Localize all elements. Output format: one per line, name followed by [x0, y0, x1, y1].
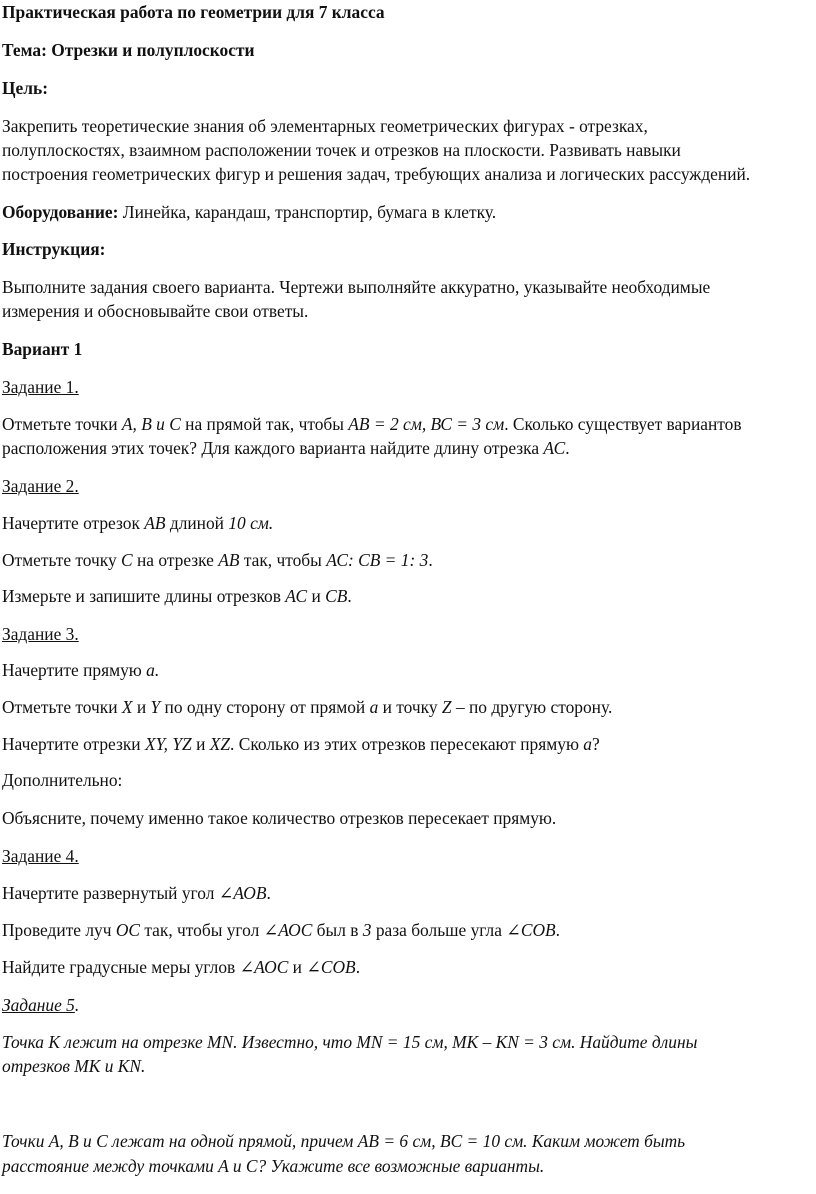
text-run: . [347, 586, 352, 606]
variant-heading: Вариант 1 [2, 339, 83, 359]
goal-text-line: полуплоскостях, взаимном расположении точек и отрезков на плоскости. Развивать навыки [2, 140, 681, 160]
text-run: 3 [362, 920, 372, 940]
text-run: АС: СВ = 1: 3 [326, 550, 429, 570]
text-run: ∠СОВ [506, 920, 556, 940]
task-1-line [2, 436, 570, 460]
task-5-heading [2, 993, 79, 1017]
task-4-heading: Задание 4. [2, 846, 79, 866]
text-run: СВ [325, 586, 348, 606]
text-run: . [74, 995, 80, 1015]
text-run: по одну сторону от прямой [160, 697, 370, 717]
text-run: раза больше угла [371, 920, 507, 940]
text-run: АС [285, 586, 308, 606]
text-run: был в [312, 920, 363, 940]
task-2-line [2, 584, 352, 608]
task-5-text-line: Точка K лежит на отрезке MN. Известно, что MN = 15 см, MK – KN = 3 см. Найдите длины [2, 1032, 698, 1052]
text-run: АВ = 2 см, ВС = 3 см [348, 414, 505, 434]
text-run: . [565, 438, 570, 458]
goal-label: Цель: [2, 78, 48, 98]
text-run: А, В и С [121, 414, 181, 434]
task-5-heading-text: Задание 5 [2, 995, 75, 1015]
text-run: на отрезке [132, 550, 219, 570]
text-run: – по другую сторону. [451, 697, 613, 717]
text-run: . Сколько существует вариантов [504, 414, 742, 434]
text-run: Начертите прямую [2, 660, 147, 680]
text-run: так, чтобы угол [140, 920, 264, 940]
text-run: Проведите луч [2, 920, 116, 940]
text-run: . Сколько из этих отрезков пересекают прямую [230, 734, 584, 754]
text-run: Измерьте и запишите длины отрезков [2, 586, 286, 606]
text-run: XY, YZ [144, 734, 192, 754]
task-4-line [2, 881, 271, 905]
task-3-line [2, 695, 612, 719]
text-run: ∠СОВ [306, 957, 356, 977]
text-run: Z [441, 697, 452, 717]
text-run: и [307, 586, 326, 606]
task-3-heading: Задание 3. [2, 624, 79, 644]
text-run: ∠АОС [239, 957, 289, 977]
text-run: ∠АОВ [218, 883, 267, 903]
task-6-text-line: Точки A, B и C лежат на одной прямой, причем AB = 6 см, BC = 10 см. Каким может быть [2, 1131, 686, 1151]
text-run: . [355, 957, 361, 977]
text-run: и [288, 957, 307, 977]
text-run: Начертите развернутый угол [2, 883, 219, 903]
equipment-line [2, 200, 496, 224]
text-run: a. [146, 660, 160, 680]
text-run: Начертите отрезок [2, 513, 145, 533]
task-4-line [2, 918, 560, 942]
text-run: . [555, 920, 560, 940]
text-run: и [191, 734, 210, 754]
instruction-text-line: Выполните задания своего варианта. Чертежи выполняйте аккуратно, указывайте необходимые [2, 277, 711, 297]
text-run: и точку [378, 697, 442, 717]
text-run: ? [592, 734, 600, 754]
task-1-line [2, 412, 742, 436]
task-1-heading: Задание 1. [2, 377, 79, 397]
instruction-text-line: измерения и обосновывайте свои ответы. [2, 301, 309, 321]
text-run: АВ [144, 513, 166, 533]
equipment-text: Линейка, карандаш, транспортир, бумага в клетку. [118, 202, 497, 222]
text-run: 10 см. [228, 513, 274, 533]
goal-text-line: Закрепить теоретические знания об элементарных геометрических фигурах - отрезках, [2, 116, 648, 136]
task-3-extra-text: Объясните, почему именно такое количество отрезков пересекает прямую. [2, 808, 557, 828]
text-run: a [369, 697, 379, 717]
task-3-extra-label: Дополнительно: [2, 770, 123, 790]
text-run: АС [543, 438, 566, 458]
text-run: ∠АОС [263, 920, 313, 940]
text-run: АВ [218, 550, 240, 570]
task-2-heading: Задание 2. [2, 476, 79, 496]
text-run: Y [150, 697, 161, 717]
text-run: ОС [115, 920, 141, 940]
text-run: так, чтобы [239, 550, 327, 570]
text-run: Найдите градусные меры углов [2, 957, 240, 977]
text-run: С [121, 550, 133, 570]
text-run: . [266, 883, 271, 903]
document-title: Практическая работа по геометрии для 7 класса [2, 2, 385, 22]
text-run: a [583, 734, 592, 754]
task-6-text-line: расстояние между точками A и C? Укажите все возможные варианты. [2, 1156, 545, 1176]
task-5-text-line: отрезков MK и KN. [2, 1056, 146, 1076]
task-4-line [2, 955, 360, 979]
text-run: Отметьте точки [2, 414, 122, 434]
task-3-line [2, 732, 600, 756]
task-2-line [2, 548, 433, 572]
text-run: и [132, 697, 151, 717]
equipment-label: Оборудование: [2, 202, 119, 222]
task-3-line [2, 658, 159, 682]
task-2-line [2, 511, 273, 535]
text-run: на прямой так, чтобы [180, 414, 349, 434]
text-run: Отметьте точки [2, 697, 122, 717]
text-run: . [428, 550, 433, 570]
text-run: расположения этих точек? Для каждого варианта найдите длину отрезка [2, 438, 544, 458]
text-run: XZ [209, 734, 231, 754]
instruction-label: Инструкция: [2, 239, 106, 259]
goal-text-line: построения геометрических фигур и решения задач, требующих анализа и логических рассуждений. [2, 164, 751, 184]
text-run: длиной [165, 513, 229, 533]
text-run: X [121, 697, 133, 717]
topic-line: Тема: Отрезки и полуплоскости [2, 40, 255, 60]
text-run: Отметьте точку [2, 550, 122, 570]
text-run: Начертите отрезки [2, 734, 145, 754]
